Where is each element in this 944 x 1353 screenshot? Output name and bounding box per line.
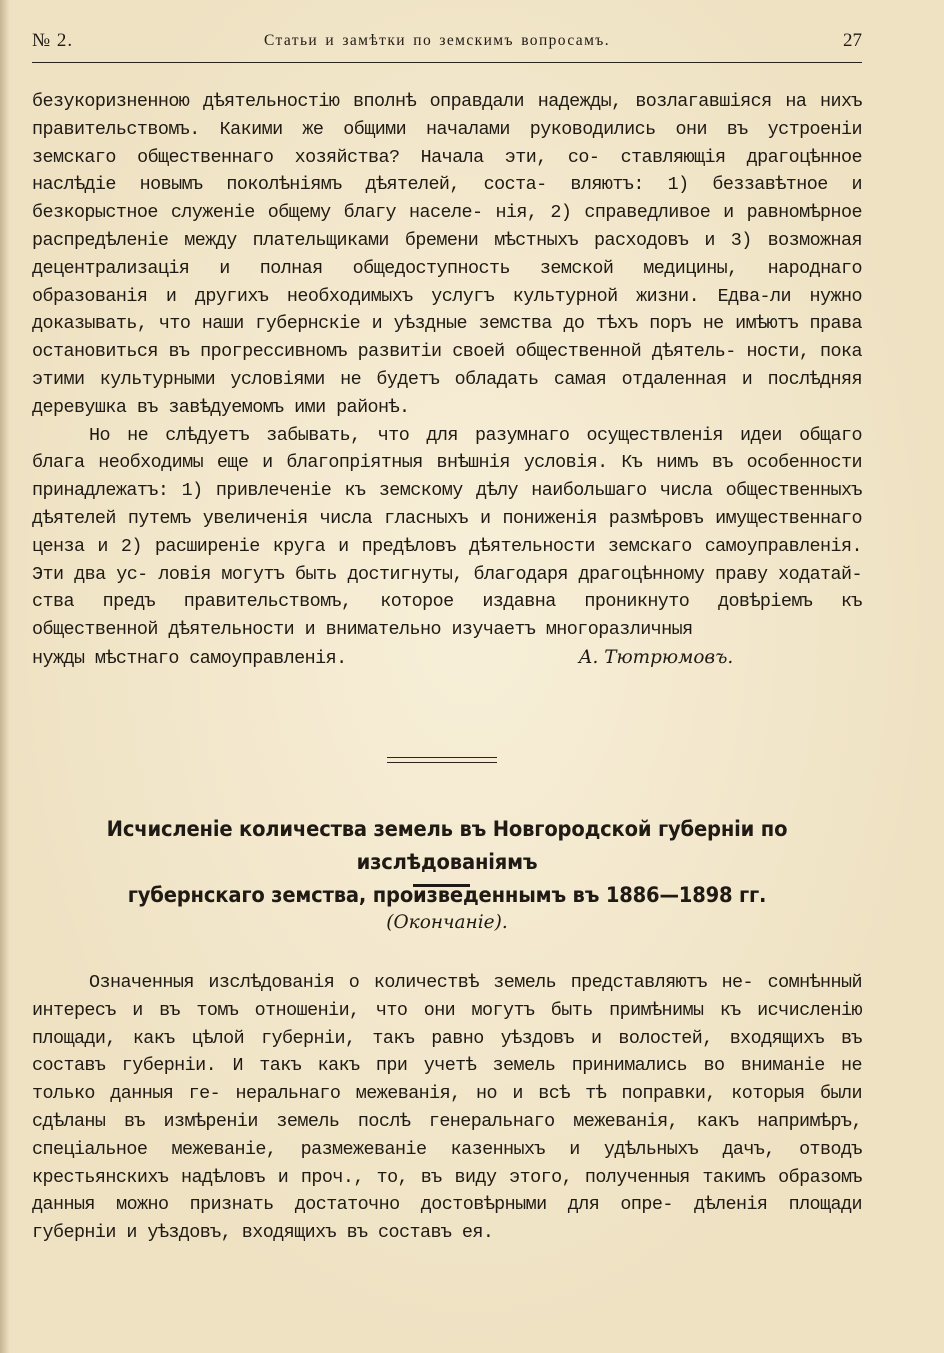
text-line: общедоступность земской медицины, народнаго образованія и другихъ [32,257,863,307]
text-line: что наши губернскіе и уѣздные земства до тѣхъ поръ не имѣютъ права [158,313,862,335]
text-line: дѣленія площади губерніи и уѣздовъ, входящихъ въ составъ ея. [32,1194,862,1244]
title-rule [413,884,470,887]
page-gutter-shadow [0,0,10,1353]
text-line: нужды мѣстнаго самоуправленія. [32,647,347,669]
header-rule [32,62,862,63]
text-line: бремени мѣстныхъ расходовъ и 3) возможная децентрализація и полная [32,229,863,279]
text-line: сомнѣнный интересъ и въ томъ отношеніи, что они могутъ быть [32,972,862,1021]
article-title [61,813,833,912]
previous-article-text [32,88,862,673]
paragraph [32,422,862,644]
text-line: общаго блага необходимы еще и благопріятныя внѣшнія условія. Къ [32,424,862,474]
text-line: необходимыхъ услугъ культурной жизни. Едва-ли нужно доказывать, [32,285,862,335]
text-line: наибольшаго числа общественныхъ дѣятелей путемъ увеличенія числа [32,480,862,529]
text-line: нимъ въ особенности принадлежатъ: 1) привлеченіе къ земскому дѣлу [32,452,862,502]
text-line: гласныхъ и пониженія размѣровъ имущественнаго ценза и 2) расширеніе [32,507,862,557]
section-title: Статьи и замѣтки по земскимъ вопросамъ. [264,32,610,49]
page-number: 27 [843,30,862,51]
text-line: равно уѣздовъ и волостей, входящихъ въ составъ губерніи. И такъ [32,1027,862,1077]
text-line: ности, пока этими культурными условіями не будетъ обладать самая [32,341,862,390]
section-divider [387,757,497,763]
text-line: остановиться въ прогрессивномъ развитіи своей общественной дѣятель- [32,341,736,363]
text-line: примѣнимы къ исчисленію площади, какъ цѣлой губерніи, такъ [32,999,863,1049]
paragraph-continued [32,88,862,422]
author-signature: А. Тютрюмовъ. [578,646,734,668]
text-line: вляютъ: 1) беззавѣтное и безкорыстное служеніе общему благу населе- [32,174,862,224]
article-text [32,969,862,1247]
text-line: Означенныя изслѣдованія о количествѣ земель представляютъ не- [89,972,754,993]
text-line: Но не слѣдуетъ забывать, что для разумнаго осуществленія идеи [89,424,782,446]
text-line: общественной дѣятельности и внимательно изучаетъ многоразличныя [32,619,693,641]
text-line: спеціальное межеваніе, размежеваніе казенныхъ и удѣльныхъ дачъ, отводъ [32,1138,862,1160]
text-line: нія, 2) справедливое и равномѣрное распредѣленіе между плательщиками [32,202,863,251]
text-line: ловія могутъ быть достигнуты, благодаря драгоцѣнному праву ходатай- [158,563,862,585]
text-line: на нихъ правительствомъ. Какими же общими началами руководились [32,91,862,140]
article-title-line: Исчисленіе количества земель въ Новгородской губерніи по изслѣдованіямъ [106,817,788,874]
text-line: образомъ данныя можно признать достаточно достовѣрными для опре- [32,1166,862,1216]
issue-number: № 2. [32,30,74,51]
text-line: безукоризненною дѣятельностію вполнѣ оправдали надежды, возлагавшіяся [32,91,772,112]
running-header [32,30,862,58]
closing-line [32,644,862,673]
paragraph [32,969,862,1247]
text-line: круга и предѣловъ дѣятельности земскаго самоуправленія. Эти два ус- [32,535,862,585]
text-line: крестьянскихъ надѣловъ и проч., то, въ виду этого, полученныя такимъ [32,1166,766,1188]
article-subtitle: (Окончаніе). [386,912,508,933]
text-line: въ измѣреніи земель послѣ генеральнаго межеванія, какъ напримѣръ, [123,1110,862,1132]
text-line: какъ при учетѣ земель принимались во вниманіе не только данныя ге- [32,1055,862,1105]
text-line: ства предъ правительствомъ, которое издавна проникнуто довѣріемъ къ [32,591,862,613]
text-line: неральнаго межеванія, но и всѣ тѣ поправки, которыя были сдѣланы [32,1083,862,1132]
text-line: отдаленная и послѣдняя деревушка въ завѣдуемомъ ими районѣ. [32,368,862,418]
article-title-line: губернскаго земства, произведеннымъ въ 1886—1898 гг. [127,883,767,907]
text-line: они въ устроеніи земскаго общественнаго хозяйства? Начала эти, со- [32,118,862,168]
text-line: ставляющія драгоцѣнное наслѣдіе новымъ поколѣніямъ дѣятелей, соста- [32,146,862,196]
